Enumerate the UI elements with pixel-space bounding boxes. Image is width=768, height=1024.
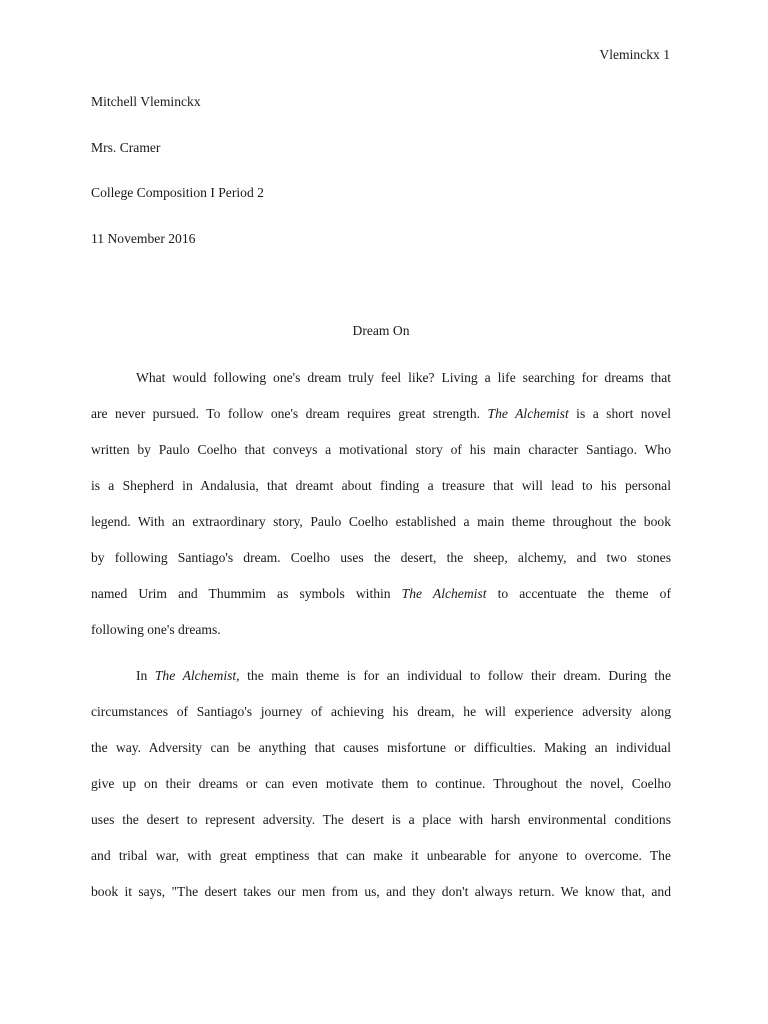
- text-run: to accentuate the theme of: [486, 586, 671, 601]
- text-run: is a short novel: [568, 406, 671, 421]
- text-run: written by Paulo Coelho that conveys a motivational story of his main character Santiago. Who: [91, 442, 671, 457]
- running-head: Vleminckx 1: [599, 47, 670, 62]
- course-name: College Composition I Period 2: [91, 185, 264, 200]
- student-name: Mitchell Vleminckx: [91, 94, 201, 109]
- text-run: and tribal war, with great emptiness that can make it unbearable for anyone to overcome. The: [91, 848, 671, 863]
- essay-title: Dream On: [352, 323, 410, 338]
- text-run: named Urim and Thummim as symbols within: [91, 586, 402, 601]
- text-run: the way. Adversity can be anything that causes misfortune or difficulties. Making an individual: [91, 740, 671, 755]
- text-run: circumstances of Santiago's journey of achieving his dream, he will experience adversity along: [91, 704, 671, 719]
- body-paragraph: [91, 667, 671, 919]
- mla-heading: [91, 93, 671, 275]
- text-run: following one's dreams.: [91, 622, 221, 637]
- text-line: [91, 477, 671, 513]
- text-run: In: [136, 668, 155, 683]
- text-line: [91, 667, 671, 703]
- text-line: [91, 703, 671, 739]
- book-title-italic: The Alchemist: [487, 406, 569, 421]
- essay-body: [91, 369, 671, 919]
- text-run: are never pursued. To follow one's dream requires great strength.: [91, 406, 488, 421]
- text-line: [91, 883, 671, 919]
- text-line: [91, 441, 671, 477]
- body-paragraph: [91, 369, 671, 657]
- text-line: [91, 621, 671, 657]
- text-line: [91, 775, 671, 811]
- text-run: by following Santiago's dream. Coelho uses the desert, the sheep, alchemy, and two stones: [91, 550, 671, 565]
- text-line: [91, 549, 671, 585]
- text-run: legend. With an extraordinary story, Paulo Coelho established a main theme throughout the book: [91, 514, 671, 529]
- text-line: [91, 811, 671, 847]
- instructor-name: Mrs. Cramer: [91, 139, 161, 155]
- text-line: [91, 585, 671, 621]
- text-line: [91, 369, 671, 405]
- essay-date: 11 November 2016: [91, 230, 196, 246]
- text-line: [91, 847, 671, 883]
- text-run: give up on their dreams or can even motivate them to continue. Throughout the novel, Coelho: [91, 776, 671, 791]
- text-line: [91, 405, 671, 441]
- text-run: What would following one's dream truly feel like? Living a life searching for dreams that: [136, 370, 671, 385]
- text-run: the main theme is for an individual to follow their dream. During the: [239, 668, 671, 683]
- text-run: is a Shepherd in Andalusia, that dreamt about finding a treasure that will lead to his personal: [91, 478, 671, 493]
- book-title-italic: The Alchemist: [401, 586, 487, 601]
- book-title-italic: The Alchemist,: [154, 668, 240, 683]
- text-line: [91, 739, 671, 775]
- text-line: [91, 513, 671, 549]
- text-run: book it says, "The desert takes our men from us, and they don't always return. We know that, and: [91, 884, 671, 899]
- text-run: uses the desert to represent adversity. The desert is a place with harsh environmental conditions: [91, 812, 671, 827]
